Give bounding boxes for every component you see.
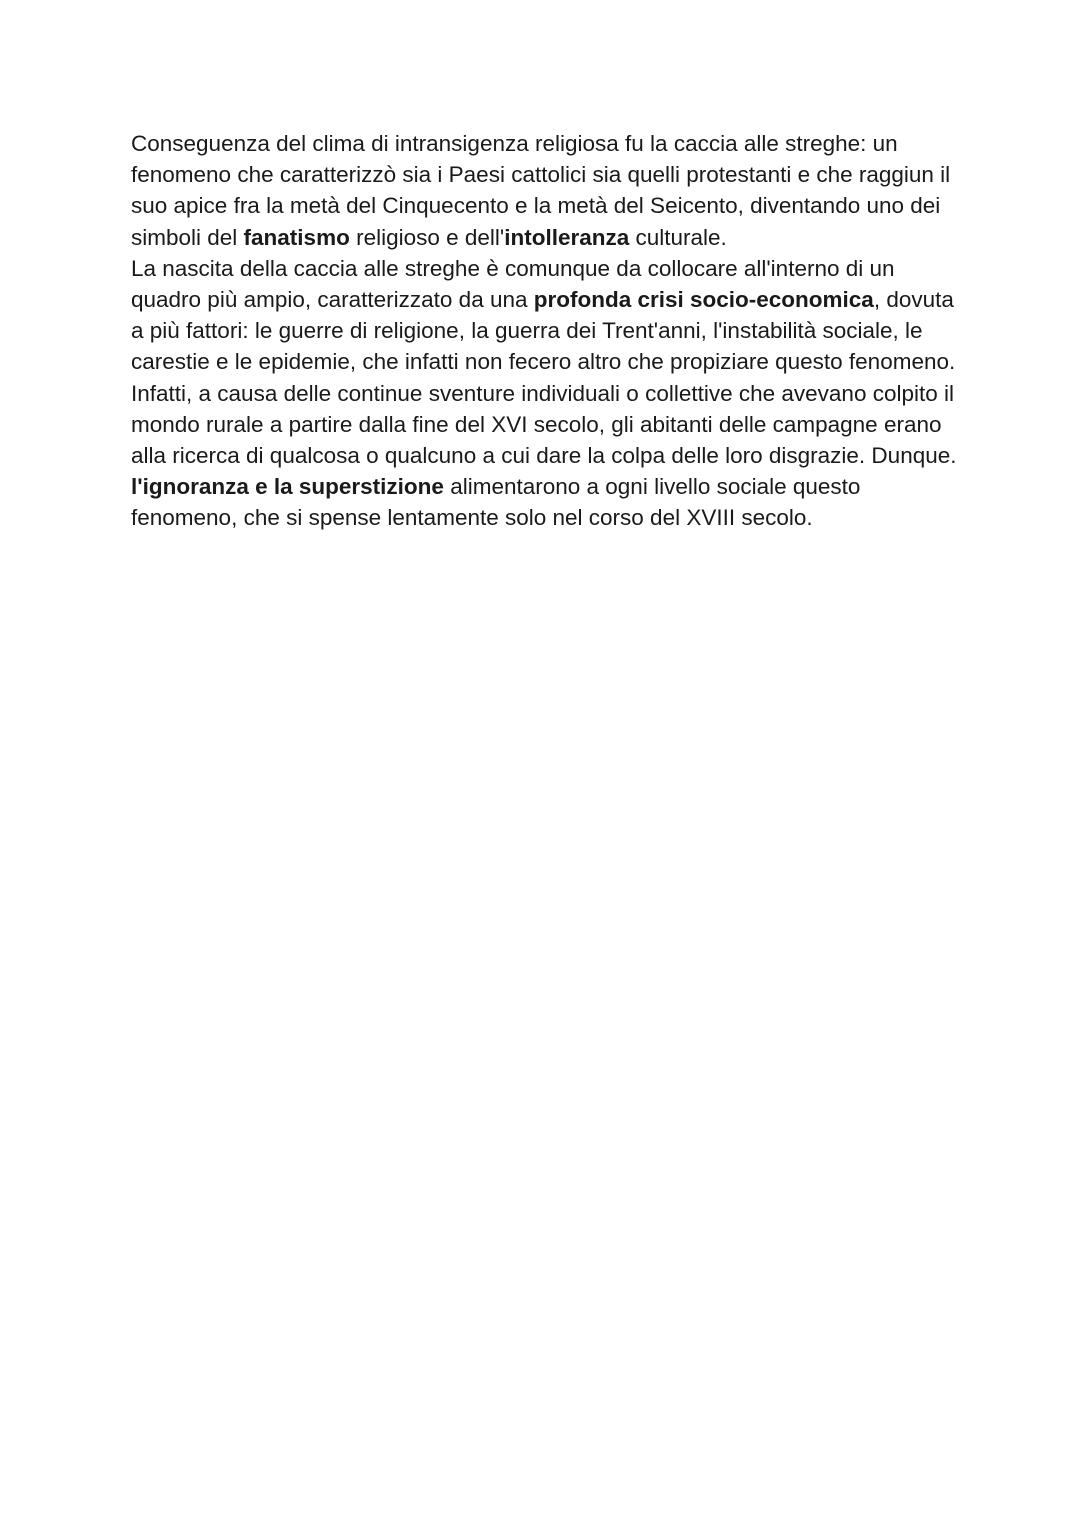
bold-term-crisis: profonda crisi socio-economica (533, 287, 874, 313)
text-span: La nascita della caccia alle streghe è comunque da collocare all'interno di un quadro più ampio, caratterizzato da una (131, 255, 895, 313)
body-text (131, 128, 961, 534)
text-span: , dovuta a più fattori: le guerre di religione, la guerra dei Trent'anni, l'instabilità sociale, le carestie e le epidemie, che infatti non fecero altro che propiziare questo fenomeno. Infatti, a causa delle continue sventure individuali o collettive che avevano colpito il mondo rurale a partire dalla fine del XVI secolo, gli abitanti delle campagne erano alla ricerca di qualcosa o qualcuno a cui dare la colpa delle loro disgrazie. Dunque. (131, 287, 957, 469)
text-span: culturale. (629, 224, 727, 250)
paragraph-socio-economic-crisis (131, 253, 961, 534)
bold-term-intolleranza: intolleranza (504, 224, 630, 250)
text-span: religioso e dell' (349, 224, 505, 250)
bold-term-fanatismo: fanatismo (243, 224, 350, 250)
paragraph-witch-hunt-intro (131, 128, 961, 253)
text-span: Conseguenza del clima di intransigenza religiosa fu la caccia alle streghe: un fenomeno che caratterizzò sia i Paesi cattolici sia quelli protestanti e che raggiun il suo apice fra la metà del Cinquecento e la metà del Seicento, diventando uno dei simboli del (131, 131, 951, 250)
bold-term-ignorance-superstition: l'ignoranza e la superstizione (131, 474, 444, 500)
text-span: alimentarono a ogni livello sociale questo fenomeno, che si spense lentamente solo nel corso del XVIII secolo. (131, 474, 861, 531)
